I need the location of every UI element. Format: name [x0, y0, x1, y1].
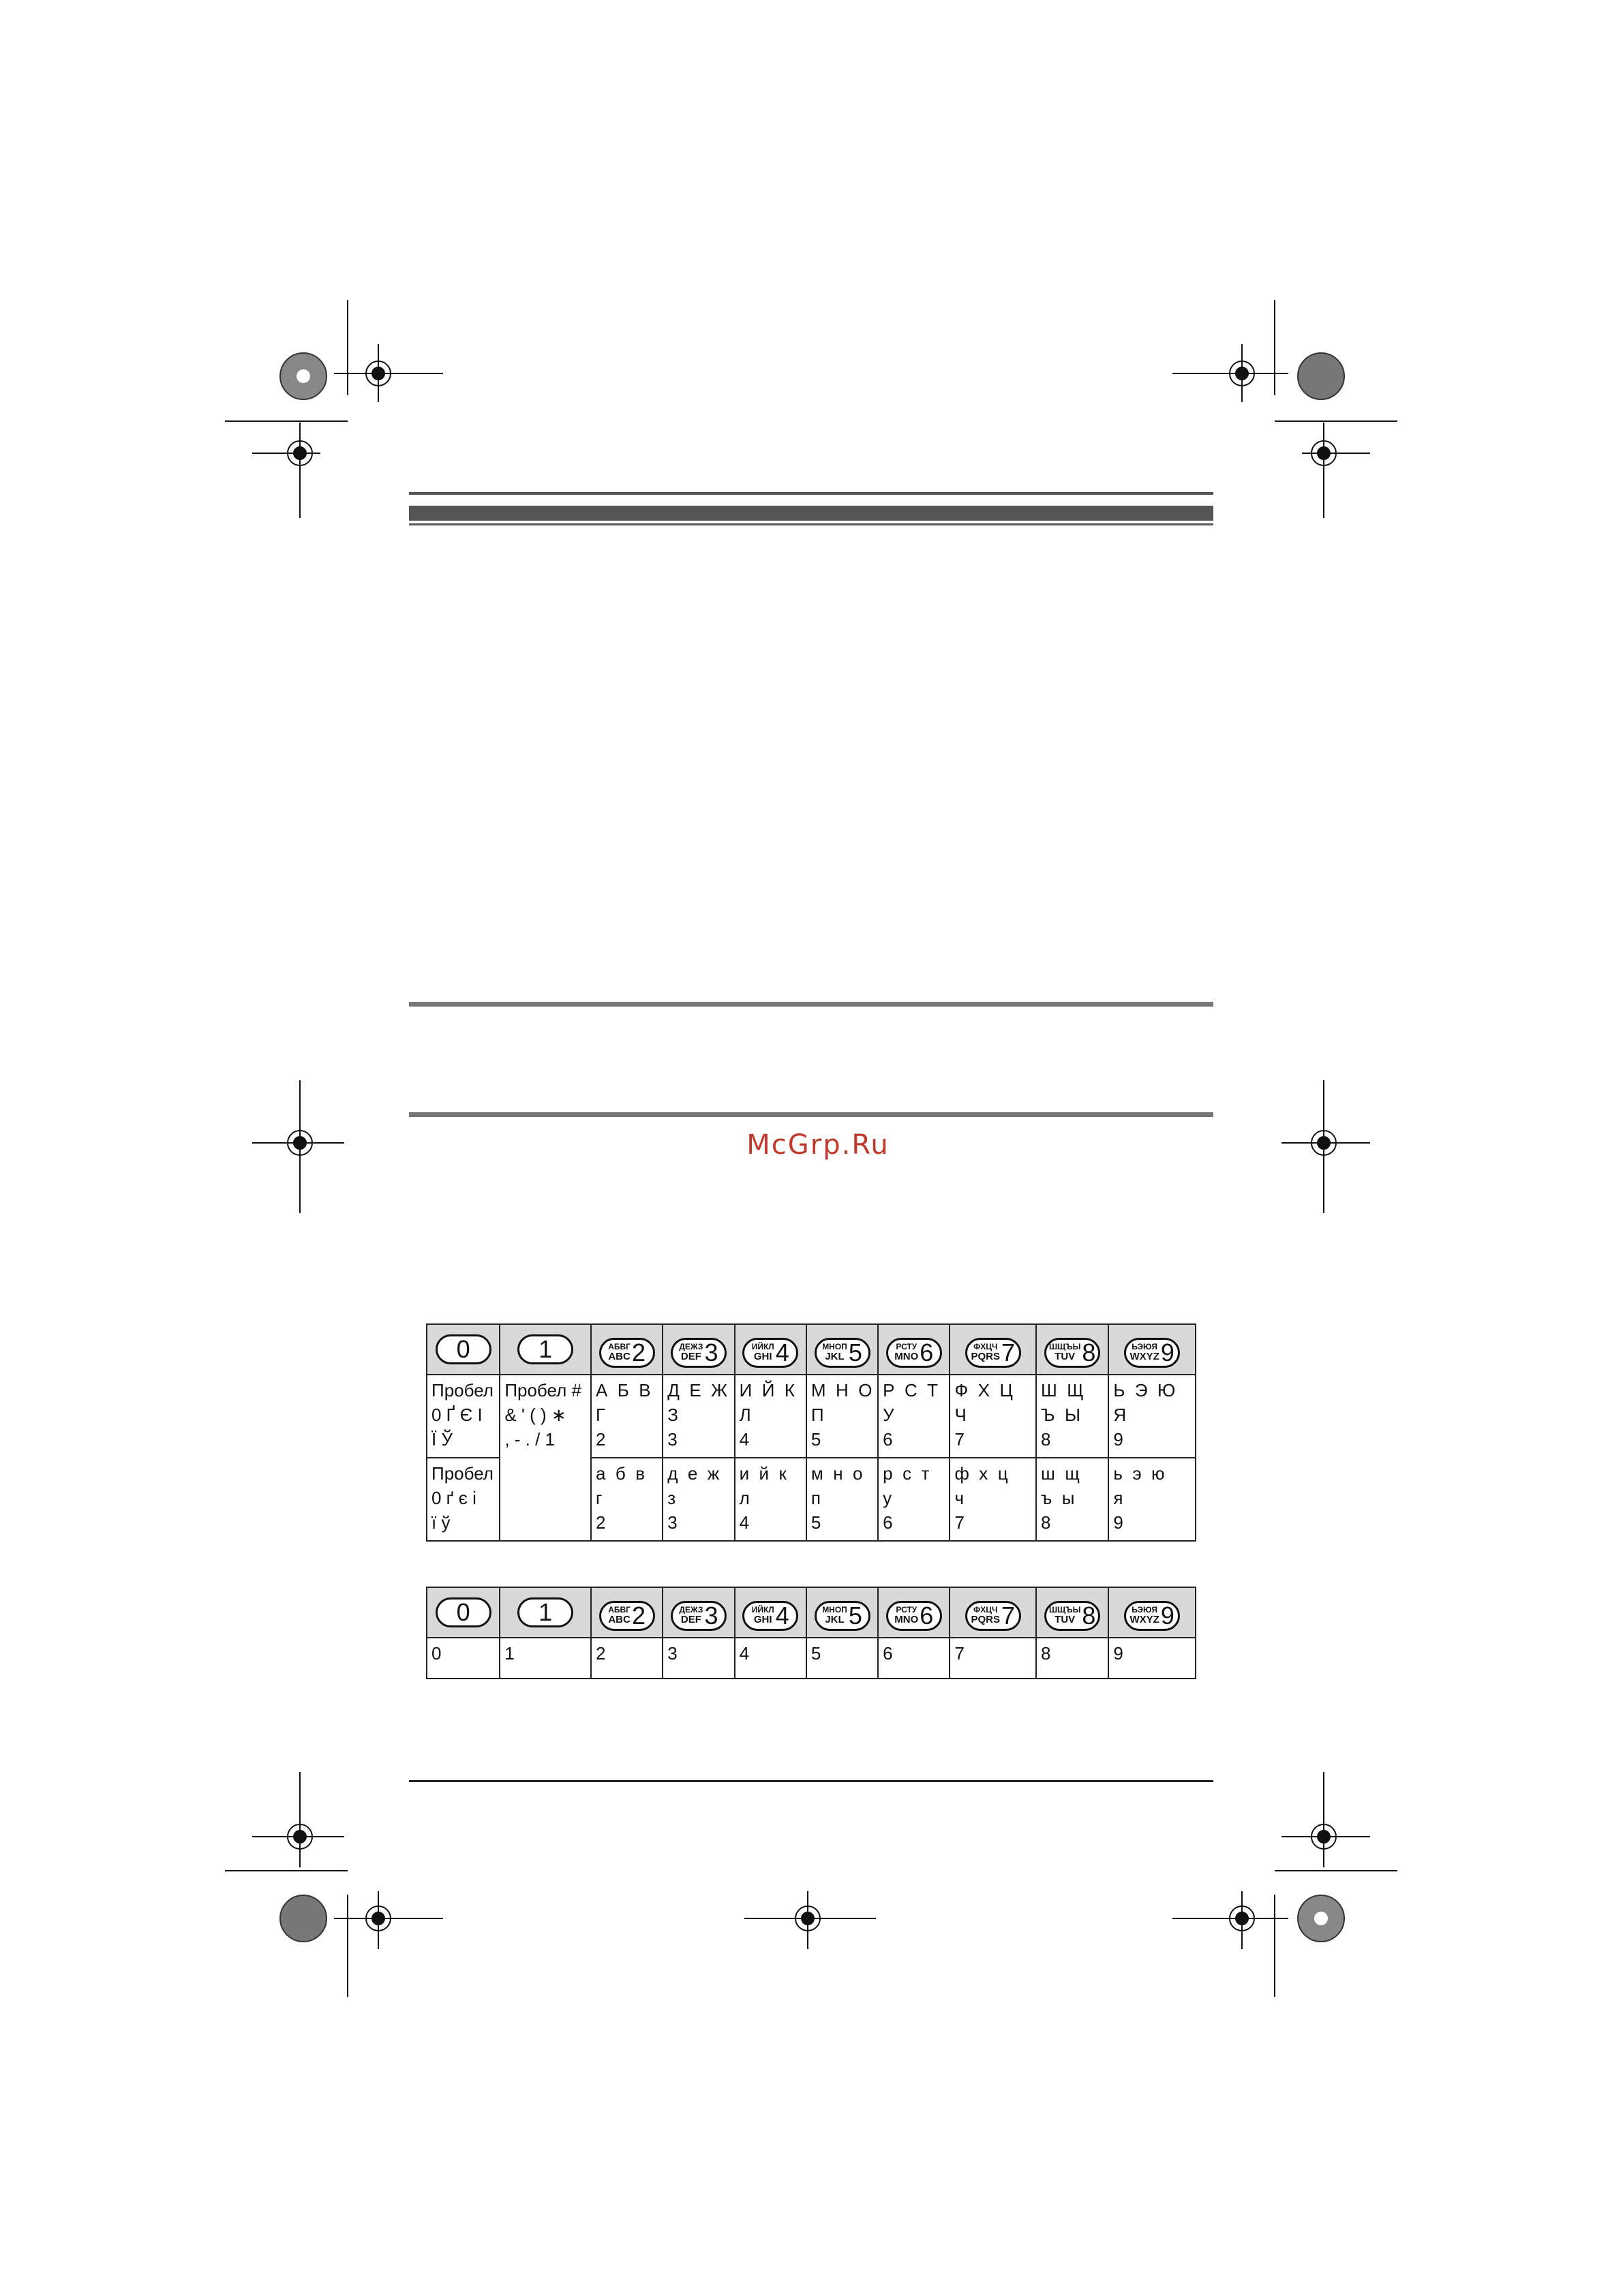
cell-line: д е ж [667, 1463, 720, 1484]
numeric-cell: 0 [427, 1638, 500, 1679]
key-cyrillic-letters: ФХЦЧ [973, 1342, 998, 1352]
key-cell-0 [427, 1587, 500, 1638]
numeric-cell: 7 [950, 1638, 1036, 1679]
key-latin-letters: GHI [753, 1351, 772, 1363]
uppercase_row-cell [500, 1375, 591, 1541]
cell-line: 8 [1041, 1512, 1051, 1533]
key-cell-5 [806, 1324, 878, 1375]
cell-line: Я [1113, 1405, 1127, 1425]
uppercase_row-cell [1108, 1375, 1196, 1458]
key-digit: 0 [456, 1598, 470, 1626]
uppercase_row-cell [950, 1375, 1036, 1458]
key-latin-letters: JKL [825, 1351, 845, 1363]
cell-line: 2 [595, 1429, 606, 1450]
cell-line: п [810, 1488, 821, 1508]
key-header-row [427, 1587, 1196, 1638]
crop-mark-left-lower [225, 1772, 348, 1871]
key-digit: 2 [631, 1338, 646, 1366]
registration-mark-bottom-center [744, 1891, 876, 1949]
key-digit: 5 [848, 1601, 862, 1629]
key-cell-7 [950, 1324, 1036, 1375]
cell-line: 2 [595, 1512, 606, 1533]
numeric-cell: 8 [1036, 1638, 1108, 1679]
key-cyrillic-letters: АБВГ [608, 1342, 631, 1352]
key-digit: 4 [775, 1601, 789, 1629]
key-cell-7 [950, 1587, 1036, 1638]
key-cell-2 [591, 1324, 663, 1375]
key-digit: 2 [631, 1601, 646, 1629]
key-3-icon [671, 1338, 727, 1368]
cell-line: И Й К [739, 1380, 795, 1400]
cell-line: ь э ю [1113, 1463, 1165, 1484]
numeric-mode-table [426, 1587, 1196, 1679]
cell-line: Ї Ў [431, 1429, 453, 1450]
cell-line: ъ ы [1041, 1488, 1075, 1508]
cell-line: 5 [810, 1512, 821, 1533]
cell-line: 8 [1041, 1429, 1051, 1450]
key-6-icon [886, 1601, 942, 1631]
key-digit: 9 [1160, 1338, 1174, 1366]
key-cyrillic-letters: ЬЭЮЯ [1132, 1605, 1158, 1615]
header-thick-rule [409, 506, 1213, 521]
numeric-cell: 3 [663, 1638, 734, 1679]
key-latin-letters: WXYZ [1129, 1351, 1159, 1363]
lowercase_row-cell [663, 1458, 734, 1541]
key-9-icon [1124, 1601, 1180, 1631]
footer-rule [409, 1780, 1213, 1782]
cell-line: г [595, 1488, 603, 1508]
cell-line: з [667, 1488, 676, 1508]
numeric-cell: 2 [591, 1638, 663, 1679]
key-cell-3 [663, 1587, 734, 1638]
cell-line: 5 [810, 1429, 821, 1450]
key-cyrillic-letters: ДЕЖЗ [679, 1342, 703, 1352]
cell-line: Г [595, 1405, 606, 1425]
key-cell-5 [806, 1587, 878, 1638]
lowercase_row-cell [950, 1458, 1036, 1541]
key-cell-8 [1036, 1587, 1108, 1638]
numeric-cell: 6 [878, 1638, 950, 1679]
key-letters [894, 1606, 918, 1625]
cell-line: Ъ Ы [1041, 1405, 1081, 1425]
key-digit: 8 [1082, 1601, 1096, 1629]
cell-line: Пробел # [504, 1380, 581, 1400]
uppercase_row-cell [663, 1375, 734, 1458]
cell-line: л [739, 1488, 750, 1508]
cell-line: 7 [954, 1429, 965, 1450]
key-latin-letters: ABC [608, 1351, 631, 1363]
cell-line: Р С Т [883, 1380, 939, 1400]
section-divider-1 [409, 1002, 1213, 1007]
lowercase_row-cell [1036, 1458, 1108, 1541]
key-latin-letters: DEF [680, 1351, 701, 1363]
cell-line: А Б В [595, 1380, 651, 1400]
cell-line: 0 Ґ Є І [431, 1405, 483, 1425]
key-digit: 9 [1160, 1601, 1174, 1629]
key-letters [752, 1606, 774, 1625]
key-0-icon [436, 1334, 491, 1364]
key-5-icon [815, 1338, 870, 1368]
uppercase_row-cell [1036, 1375, 1108, 1458]
registration-mark-top-left [334, 300, 443, 402]
key-4-icon [742, 1338, 798, 1368]
key-cyrillic-letters: ДЕЖЗ [679, 1605, 703, 1615]
key-digit: 1 [539, 1598, 553, 1626]
key-1-icon [517, 1597, 573, 1627]
cell-line: Ь Э Ю [1113, 1380, 1176, 1400]
key-letters [679, 1606, 703, 1625]
cell-line: П [810, 1405, 824, 1425]
cell-line: а б в [595, 1463, 646, 1484]
crop-mark-left-upper [225, 421, 348, 518]
key-digit: 6 [920, 1601, 934, 1629]
cell-line: 7 [954, 1512, 965, 1533]
key-0-icon [436, 1597, 491, 1627]
uppercase_row-cell [591, 1375, 663, 1458]
key-2-icon [599, 1338, 655, 1368]
key-latin-letters: WXYZ [1129, 1614, 1159, 1626]
header-hairline [409, 523, 1213, 525]
lowercase_row-cell [427, 1458, 500, 1541]
key-8-icon [1044, 1338, 1100, 1368]
key-digit: 7 [1001, 1338, 1016, 1366]
cell-line: & ' ( ) ∗ [504, 1405, 566, 1425]
cell-line: Пробел [431, 1380, 494, 1400]
registration-mark-mid-right [1281, 1080, 1370, 1213]
cell-line: Пробел [431, 1463, 494, 1484]
color-target-bottom-left [280, 1895, 327, 1942]
key-cyrillic-letters: ШЩЪЫ [1048, 1342, 1081, 1352]
key-cyrillic-letters: РСТУ [896, 1342, 917, 1352]
cell-line: у [883, 1488, 892, 1508]
key-cyrillic-letters: ЬЭЮЯ [1132, 1342, 1158, 1352]
key-letters [894, 1343, 918, 1362]
lowercase_row-cell [878, 1458, 950, 1541]
key-3-icon [671, 1601, 727, 1631]
cell-line: 0 ґ є і [431, 1488, 476, 1508]
uppercase_row-cell [427, 1375, 500, 1458]
key-cyrillic-letters: МНОП [822, 1605, 847, 1615]
crop-mark-right-upper [1275, 421, 1397, 518]
cell-line: ф х ц [954, 1463, 1008, 1484]
key-digit: 5 [848, 1338, 862, 1366]
header-thin-rule [409, 492, 1213, 495]
key-letters [1129, 1606, 1159, 1625]
key-latin-letters: JKL [825, 1614, 845, 1626]
cell-line: я [1113, 1488, 1123, 1508]
key-latin-letters: MNO [894, 1614, 919, 1626]
numeric-cell: 4 [735, 1638, 806, 1679]
key-latin-letters: DEF [680, 1614, 701, 1626]
uppercase_row-cell [878, 1375, 950, 1458]
cell-line: Л [739, 1405, 751, 1425]
key-cyrillic-letters: РСТУ [896, 1605, 917, 1615]
cell-line: 9 [1113, 1429, 1123, 1450]
cell-line: Ч [954, 1405, 967, 1425]
key-digit: 3 [704, 1601, 718, 1629]
key-letters [608, 1343, 631, 1362]
color-target-top-right [1298, 353, 1344, 399]
key-digit: 8 [1082, 1338, 1096, 1366]
key-cell-3 [663, 1324, 734, 1375]
key-digit: 6 [920, 1338, 934, 1366]
key-6-icon [886, 1338, 942, 1368]
key-5-icon [815, 1601, 870, 1631]
key-cyrillic-letters: ШЩЪЫ [1048, 1605, 1081, 1615]
cell-line: 4 [739, 1512, 750, 1533]
key-cell-2 [591, 1587, 663, 1638]
cell-line: 4 [739, 1429, 750, 1450]
key-latin-letters: TUV [1055, 1614, 1076, 1626]
cell-line: ш щ [1041, 1463, 1080, 1484]
numeric-row [427, 1638, 1196, 1679]
registration-mark-bottom-right [1172, 1891, 1288, 1997]
key-letters [971, 1606, 1000, 1625]
numeric-cell: 9 [1108, 1638, 1196, 1679]
key-letters [1049, 1606, 1080, 1625]
key-digit: 1 [539, 1335, 553, 1363]
key-cyrillic-letters: ИЙКЛ [751, 1605, 774, 1615]
key-cell-4 [735, 1324, 806, 1375]
key-8-icon [1044, 1601, 1100, 1631]
lowercase_row-cell [1108, 1458, 1196, 1541]
key-cell-1 [500, 1587, 591, 1638]
uppercase_row-cell [735, 1375, 806, 1458]
cell-line: М Н О [810, 1380, 873, 1400]
key-7-icon [965, 1601, 1021, 1631]
crop-mark-right-lower [1275, 1772, 1397, 1871]
key-letters [822, 1343, 847, 1362]
key-9-icon [1124, 1338, 1180, 1368]
key-letters [752, 1343, 774, 1362]
watermark: McGrp.Ru [746, 1129, 890, 1161]
cell-line: 3 [667, 1512, 678, 1533]
key-7-icon [965, 1338, 1021, 1368]
section-divider-2 [409, 1112, 1213, 1117]
key-cell-6 [878, 1587, 950, 1638]
key-1-icon [517, 1334, 573, 1364]
key-cell-4 [735, 1587, 806, 1638]
cell-line: Ф Х Ц [954, 1380, 1013, 1400]
key-cyrillic-letters: МНОП [822, 1342, 847, 1352]
registration-mark-mid-left [252, 1080, 344, 1213]
key-cell-9 [1108, 1587, 1196, 1638]
key-letters [971, 1343, 1000, 1362]
key-digit: 4 [775, 1338, 789, 1366]
key-cyrillic-letters: ФХЦЧ [973, 1605, 998, 1615]
key-letters [822, 1606, 847, 1625]
cell-line: ч [954, 1488, 965, 1508]
cell-line: 6 [883, 1429, 893, 1450]
key-latin-letters: MNO [894, 1351, 919, 1363]
lowercase_row-cell [806, 1458, 878, 1541]
cell-line: 9 [1113, 1512, 1123, 1533]
key-letters [1049, 1343, 1080, 1362]
registration-mark-top-right [1172, 300, 1288, 402]
character-mode-table [426, 1323, 1196, 1542]
key-cell-1 [500, 1324, 591, 1375]
key-latin-letters: ABC [608, 1614, 631, 1626]
key-digit: 3 [704, 1338, 718, 1366]
key-digit: 0 [456, 1335, 470, 1363]
cell-line: Ш Щ [1041, 1380, 1084, 1400]
key-cell-6 [878, 1324, 950, 1375]
key-cyrillic-letters: ИЙКЛ [751, 1342, 774, 1352]
key-cell-9 [1108, 1324, 1196, 1375]
key-letters [1129, 1343, 1159, 1362]
key-latin-letters: GHI [753, 1614, 772, 1626]
uppercase-row [427, 1375, 1196, 1458]
cell-line: и й к [739, 1463, 787, 1484]
cell-line: м н о [810, 1463, 863, 1484]
cell-line: У [883, 1405, 894, 1425]
key-2-icon [599, 1601, 655, 1631]
key-digit: 7 [1001, 1601, 1016, 1629]
key-latin-letters: TUV [1055, 1351, 1076, 1363]
cell-line: З [667, 1405, 678, 1425]
key-cyrillic-letters: АБВГ [608, 1605, 631, 1615]
key-letters [608, 1606, 631, 1625]
registration-mark-bottom-left [334, 1891, 443, 1997]
key-letters [679, 1343, 703, 1362]
key-cell-0 [427, 1324, 500, 1375]
key-header-row [427, 1324, 1196, 1375]
numeric-cell: 1 [500, 1638, 591, 1679]
lowercase_row-cell [591, 1458, 663, 1541]
key-4-icon [742, 1601, 798, 1631]
cell-line: 6 [883, 1512, 893, 1533]
cell-line: Д Е Ж [667, 1380, 728, 1400]
numeric-cell: 5 [806, 1638, 878, 1679]
cell-line: , - . / 1 [504, 1429, 556, 1450]
cell-line: 3 [667, 1429, 678, 1450]
cell-line: ї ў [431, 1512, 451, 1533]
key-latin-letters: PQRS [971, 1351, 1000, 1363]
uppercase_row-cell [806, 1375, 878, 1458]
key-latin-letters: PQRS [971, 1614, 1000, 1626]
cell-line: р с т [883, 1463, 930, 1484]
lowercase_row-cell [735, 1458, 806, 1541]
key-cell-8 [1036, 1324, 1108, 1375]
